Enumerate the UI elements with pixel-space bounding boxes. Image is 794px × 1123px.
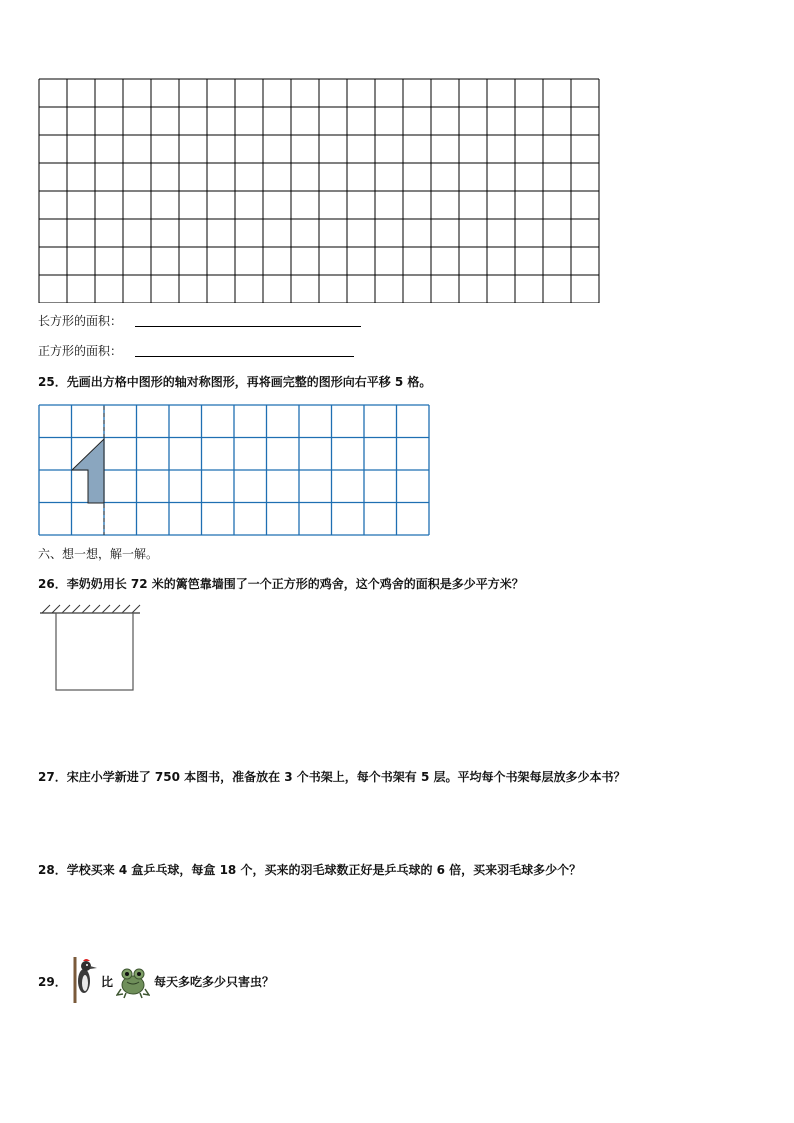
question-25-grid (38, 404, 432, 537)
square-area-answer-line[interactable] (135, 356, 354, 357)
question-28-text: 28．学校买来 4 盒乒乓球，每盒 18 个，买来的羽毛球数正好是乒乓球的 6 倍，买来羽毛球多少个？ (38, 863, 582, 877)
question-29-number: 29． (38, 975, 67, 989)
square-coop (56, 613, 133, 690)
wall-hatching (42, 605, 140, 613)
half-shape-figure (72, 439, 104, 503)
square-area-label: 正方形的面积： (38, 344, 123, 358)
top-square-grid (38, 78, 608, 303)
rectangle-area-answer-line[interactable] (135, 326, 361, 327)
section-6-title: 六、想一想，解一解。 (38, 547, 159, 561)
rectangle-area-label: 长方形的面积： (38, 314, 123, 328)
question-25-text: 25．先画出方格中图形的轴对称图形，再将画完整的图形向右平移 5 格。 (38, 375, 432, 389)
frog-icon (116, 963, 150, 999)
question-26-text: 26．李奶奶用长 72 米的篱笆靠墙围了一个正方形的鸡舍，这个鸡舍的面积是多少平方米？ (38, 577, 524, 591)
compare-word: 比 (101, 975, 114, 989)
question-27-text: 27．宋庄小学新进了 750 本图书，准备放在 3 个书架上，每个书架有 5 层。平均每个书架每层放多少本书？ (38, 770, 626, 784)
coop-against-wall-diagram (38, 601, 142, 693)
woodpecker-icon (70, 957, 98, 1003)
question-29-tail: 每天多吃多少只害虫？ (154, 975, 275, 989)
